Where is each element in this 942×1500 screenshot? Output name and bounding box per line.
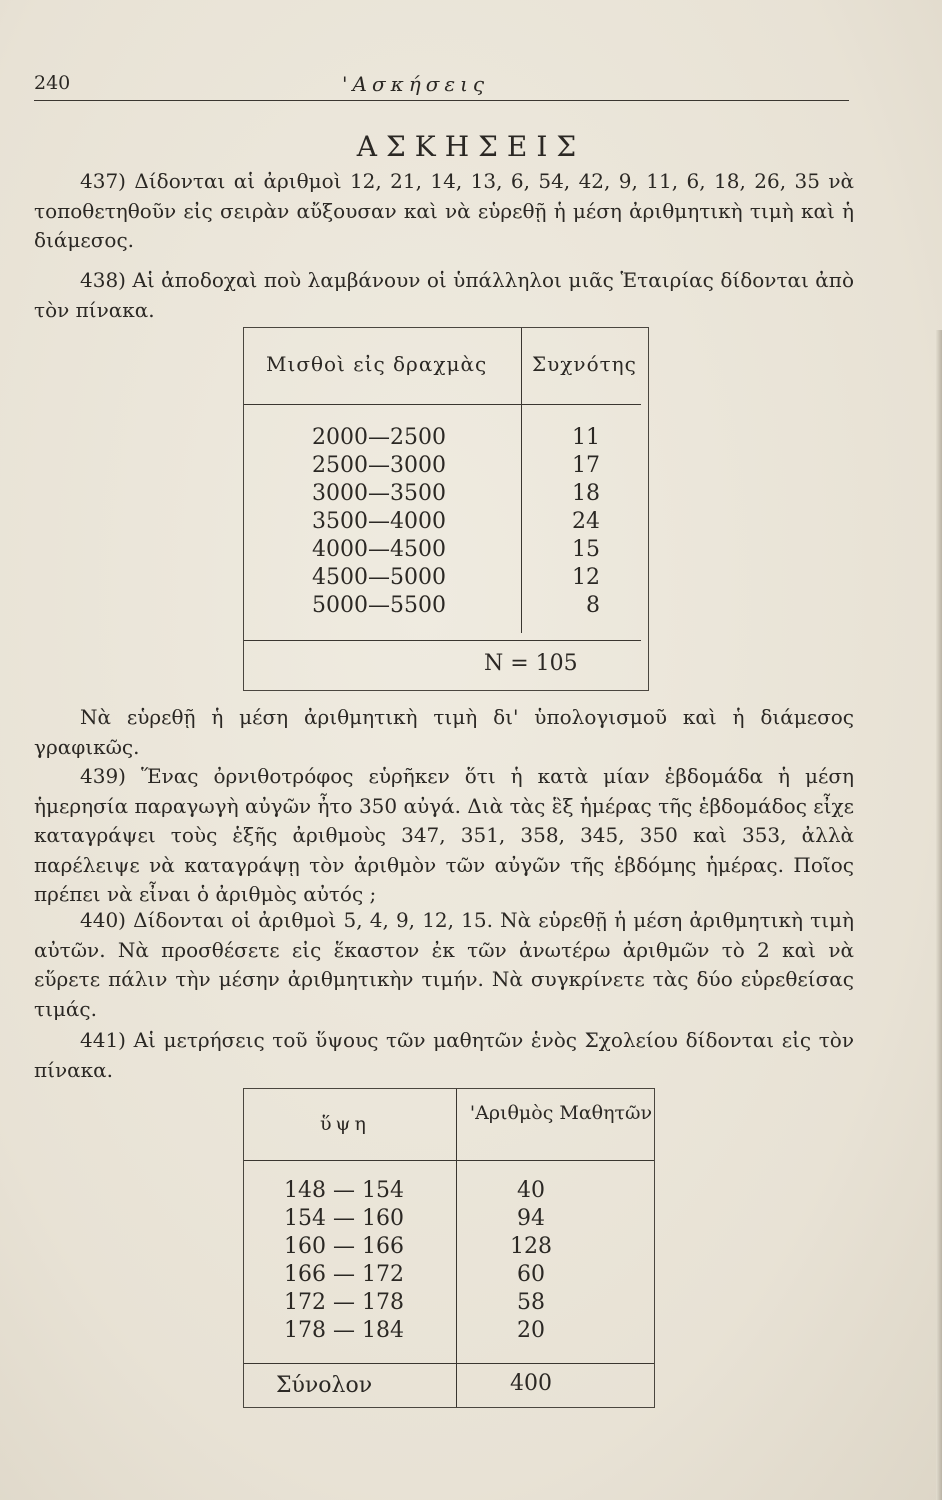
- height-range: 154 — 160: [284, 1206, 404, 1231]
- total-value: 400: [510, 1371, 552, 1396]
- table-row: [244, 1178, 654, 1206]
- height-range: 148 — 154: [284, 1178, 404, 1203]
- table-rule: [244, 1363, 654, 1364]
- salary-table: [243, 327, 649, 691]
- frequency-value: 17: [572, 453, 600, 478]
- running-title: 'Ασκήσεις: [342, 72, 490, 96]
- height-column-header: ὕψη: [320, 1113, 370, 1135]
- student-count: 94: [517, 1206, 545, 1231]
- salary-range: 3500—4000: [312, 509, 446, 534]
- exercise-441: 441) Αἱ μετρήσεις τοῦ ὕψους τῶν μαθητῶν ἑνὸς Σχολείου δίδονται εἰς τὸν πίνακα.: [34, 1028, 854, 1082]
- frequency-value: 15: [572, 537, 600, 562]
- salary-range: 2500—3000: [312, 453, 446, 478]
- page-number: 240: [34, 72, 71, 94]
- exercise-439: 439) Ἕνας ὀρνιθοτρόφος εὑρῆκεν ὅτι ἡ κατὰ μίαν ἑβδομάδα ἡ μέση ἡμερησία παραγωγὴ αὐγῶν ἦτο 350 αὐγά. Διὰ τὰς ἓξ ἡμέρας τῆς ἑβδομάδος εἶχε καταγράψει τοὺς ἑξῆς ἀριθμοὺς 347, 351, 358, 345, 350 καὶ 353, ἀλλὰ παρέλειψε νὰ καταγράψῃ τὸν ἀριθμὸν τῶν αὐγῶν τῆς ἑβδόμης ἡμέρας. Ποῖος πρέπει νὰ εἶναι ὁ ἀριθμὸς αὐτός ;: [34, 764, 854, 906]
- table-row: [244, 1262, 654, 1290]
- table-row: [244, 537, 644, 565]
- salary-column-header: Μισθοὶ εἰς δραχμὰς: [266, 352, 488, 376]
- height-table: [243, 1088, 655, 1408]
- table-row: [244, 565, 644, 593]
- frequency-column-header: Συχνότης: [532, 352, 637, 376]
- frequency-value: 8: [586, 593, 600, 618]
- total-label: Σύνολον: [276, 1373, 373, 1398]
- frequency-value: 24: [572, 509, 600, 534]
- height-range: 166 — 172: [284, 1262, 404, 1287]
- table-row: [244, 1318, 654, 1346]
- frequency-value: 11: [572, 425, 600, 450]
- table-row: [244, 1206, 654, 1234]
- exercise-437: 437) Δίδονται αἱ ἀριθμοὶ 12, 21, 14, 13, 6, 54, 42, 9, 11, 6, 18, 26, 35 νὰ τοποθετηθοῦν εἰς σειρὰν αὔξουσαν καὶ νὰ εὑρεθῇ ἡ μέση ἀριθμητικὴ τιμὴ καὶ ἡ διάμεσος.: [34, 169, 854, 252]
- table-rule: [244, 640, 641, 641]
- student-count: 40: [517, 1178, 545, 1203]
- table-row: [244, 481, 644, 509]
- student-count: 128: [510, 1234, 552, 1259]
- table-rule: [244, 1160, 654, 1161]
- exercise-438: 438) Αἱ ἀποδοχαὶ ποὺ λαμβάνουν οἱ ὑπάλληλοι μιᾶς Ἑταιρίας δίδονται ἀπὸ τὸν πίνακα.: [34, 268, 854, 322]
- student-count: 58: [517, 1290, 545, 1315]
- frequency-value: 12: [572, 565, 600, 590]
- exercise-440: 440) Δίδονται οἱ ἀριθμοὶ 5, 4, 9, 12, 15. Νὰ εὑρεθῇ ἡ μέση ἀριθμητικὴ τιμὴ αὐτῶν. Νὰ προσθέσετε εἰς ἕκαστον ἐκ τῶν ἀνωτέρω ἀριθμῶν τὸ 2 καὶ νὰ εὕρετε πάλιν τὴν μέσην ἀριθμητικὴν τιμήν. Νὰ συγκρίνετε τὰς δύο εὑρεθείσας τιμάς.: [34, 908, 854, 1021]
- table-row: [244, 453, 644, 481]
- height-range: 172 — 178: [284, 1290, 404, 1315]
- table-row: [244, 425, 644, 453]
- table-rule: [244, 404, 641, 405]
- section-title: ΑΣΚΗΣΕΙΣ: [356, 130, 586, 163]
- salary-range: 4500—5000: [312, 565, 446, 590]
- salary-range: 4000—4500: [312, 537, 446, 562]
- frequency-value: 18: [572, 481, 600, 506]
- table-row: [244, 593, 644, 621]
- table-row: [244, 1290, 654, 1318]
- page-header: [34, 72, 849, 101]
- table-row: [244, 1234, 654, 1262]
- table-row: [244, 509, 644, 537]
- height-range: 160 — 166: [284, 1234, 404, 1259]
- student-count: 60: [517, 1262, 545, 1287]
- students-column-header: 'Αριθμὸς Μαθητῶν: [469, 1102, 653, 1124]
- page-edge-shadow: [936, 330, 942, 1500]
- salary-range: 2000—2500: [312, 425, 446, 450]
- salary-range: 5000—5500: [312, 593, 446, 618]
- salary-range: 3000—3500: [312, 481, 446, 506]
- table-total: N = 105: [484, 651, 578, 676]
- height-range: 178 — 184: [284, 1318, 404, 1343]
- student-count: 20: [517, 1318, 545, 1343]
- exercise-438-question: Νὰ εὑρεθῇ ἡ μέση ἀριθμητικὴ τιμὴ δι' ὑπολογισμοῦ καὶ ἡ διάμεσος γραφικῶς.: [34, 705, 854, 759]
